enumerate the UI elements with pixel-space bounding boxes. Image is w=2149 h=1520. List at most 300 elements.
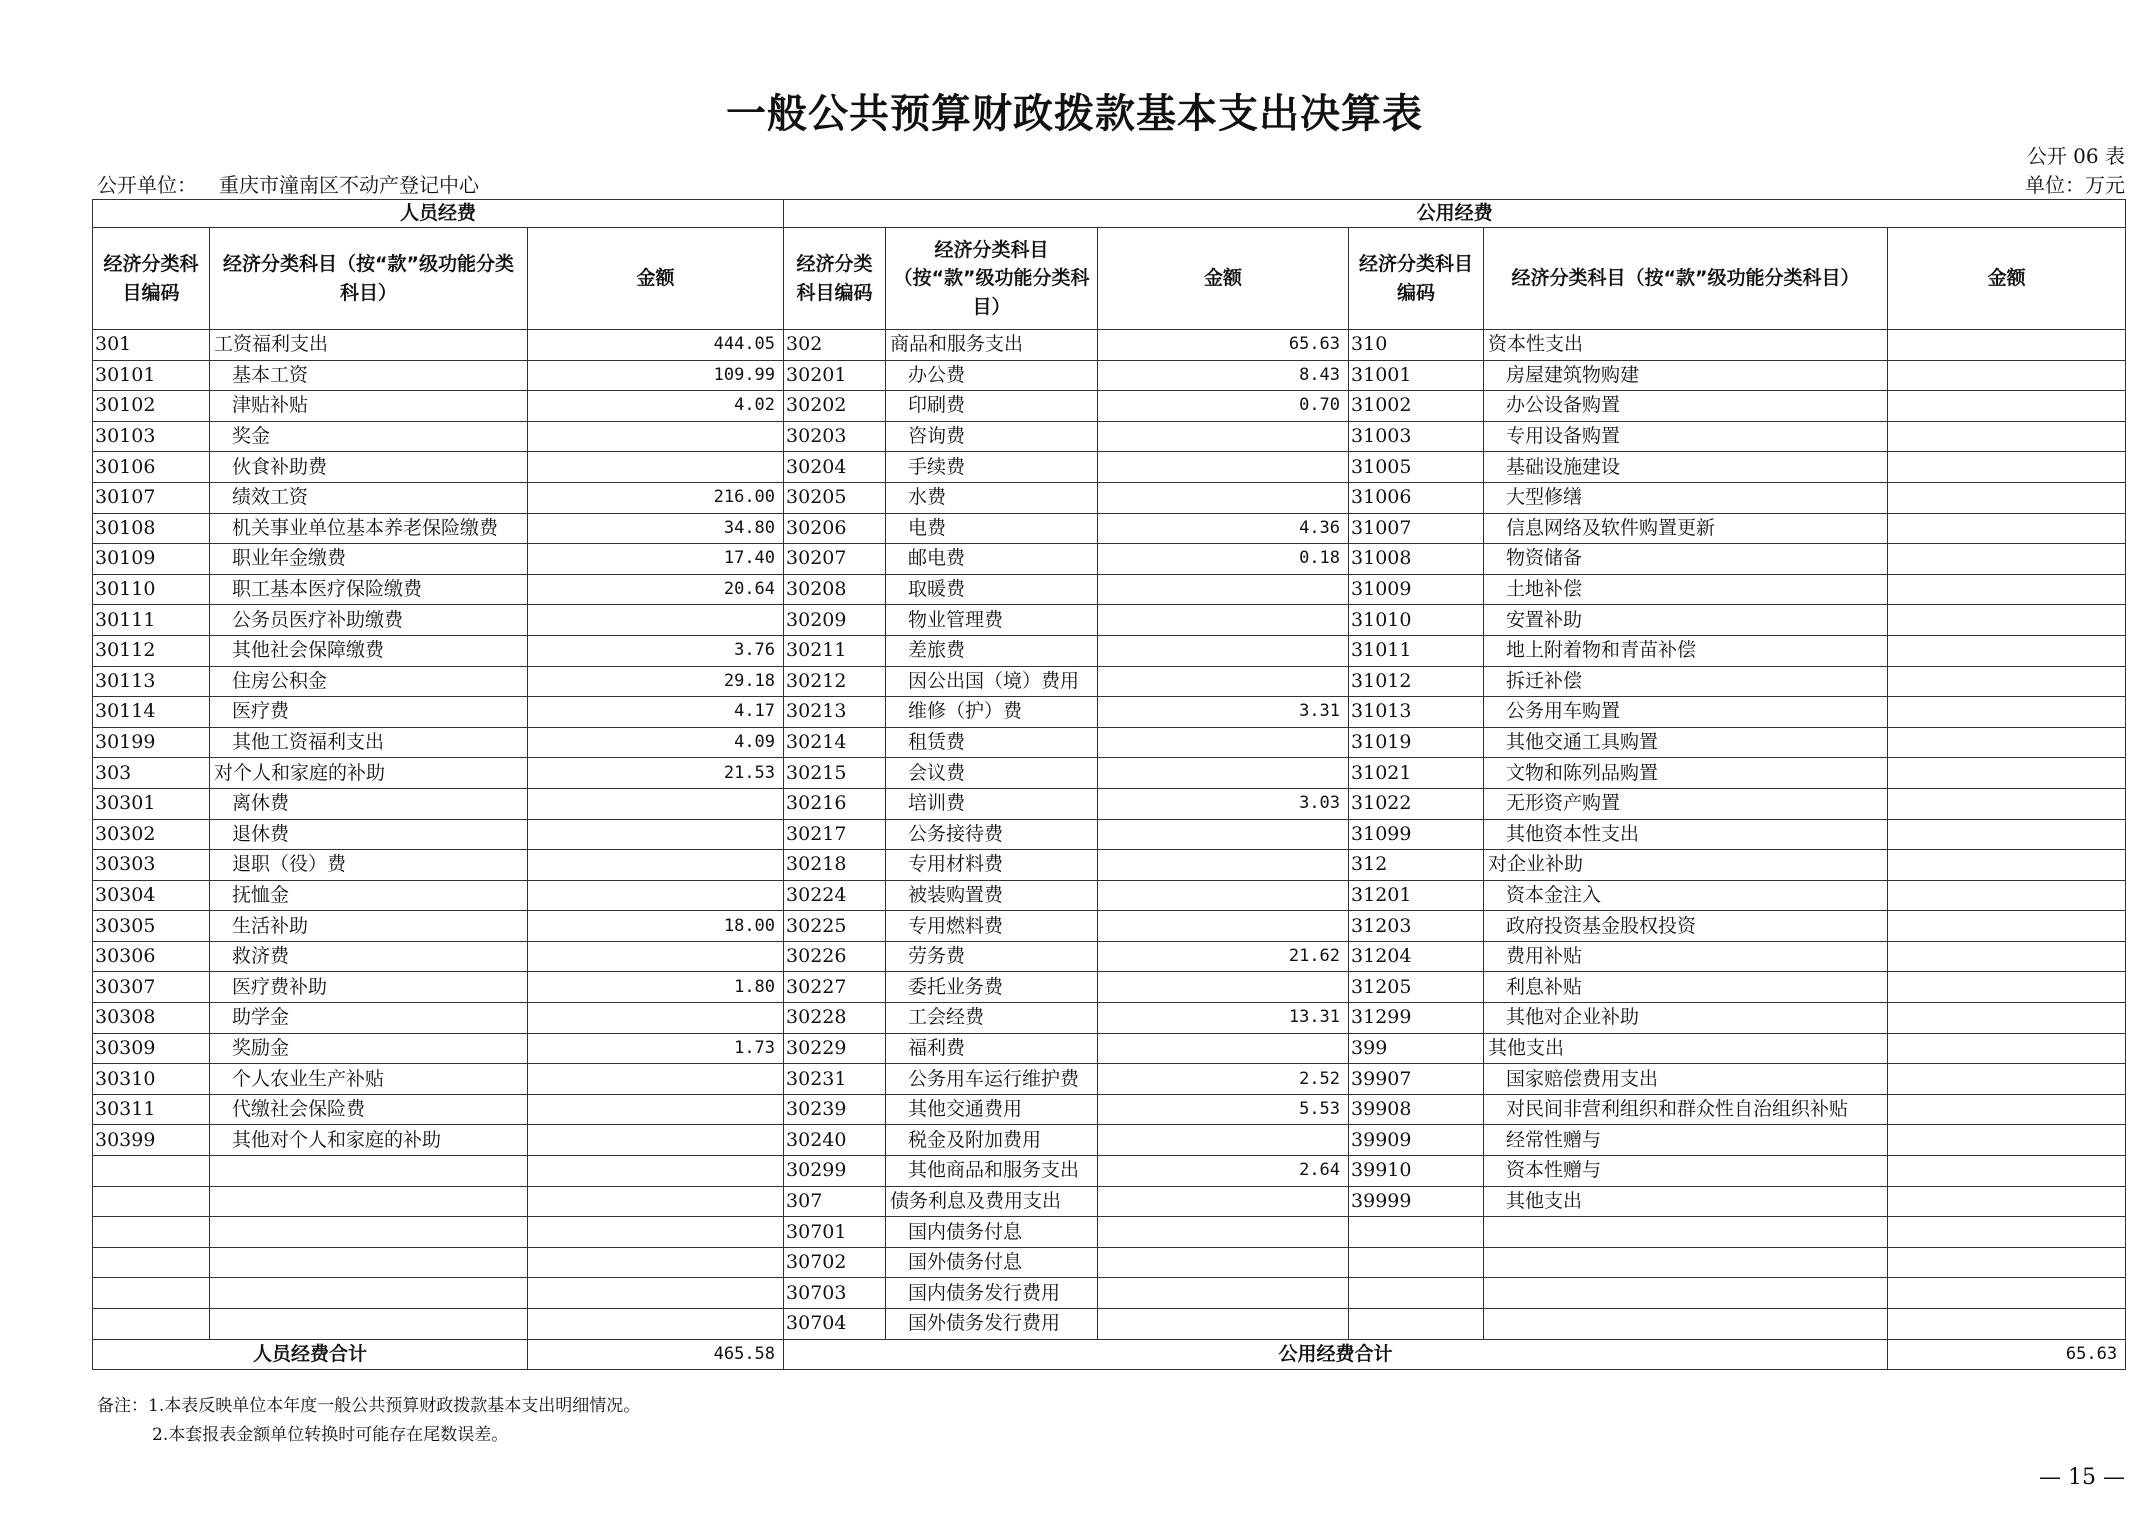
header-capital-code: 经济分类科目编码 bbox=[1349, 228, 1484, 330]
capital-code-cell: 39908 bbox=[1349, 1094, 1484, 1125]
capital-amount-cell bbox=[1888, 452, 2126, 483]
capital-amount-cell bbox=[1888, 1125, 2126, 1156]
goods-name-cell: 福利费 bbox=[886, 1033, 1098, 1064]
personnel-amount-cell: 109.99 bbox=[528, 360, 784, 391]
table-row bbox=[93, 1217, 2126, 1248]
goods-code-cell: 30202 bbox=[784, 391, 886, 422]
header-goods-code: 经济分类科目编码 bbox=[784, 228, 886, 330]
goods-amount-cell: 2.64 bbox=[1098, 1156, 1349, 1187]
personnel-code-cell: 30103 bbox=[93, 421, 210, 452]
goods-name-cell: 国外债务付息 bbox=[886, 1247, 1098, 1278]
capital-code-cell: 39907 bbox=[1349, 1064, 1484, 1095]
goods-code-cell: 30704 bbox=[784, 1309, 886, 1340]
capital-amount-cell bbox=[1888, 819, 2126, 850]
table-row bbox=[93, 727, 2126, 758]
goods-name-cell: 租赁费 bbox=[886, 727, 1098, 758]
capital-name-cell: 信息网络及软件购置更新 bbox=[1484, 513, 1888, 544]
capital-name-cell: 利息补贴 bbox=[1484, 972, 1888, 1003]
goods-name-cell: 水费 bbox=[886, 482, 1098, 513]
personnel-name-cell: 对个人和家庭的补助 bbox=[210, 758, 528, 789]
personnel-code-cell: 30109 bbox=[93, 544, 210, 575]
table-row bbox=[93, 819, 2126, 850]
personnel-code-cell bbox=[93, 1278, 210, 1309]
personnel-name-cell: 个人农业生产补贴 bbox=[210, 1064, 528, 1095]
table-row bbox=[93, 421, 2126, 452]
personnel-code-cell: 30399 bbox=[93, 1125, 210, 1156]
personnel-name-cell: 奖金 bbox=[210, 421, 528, 452]
personnel-code-cell: 30106 bbox=[93, 452, 210, 483]
personnel-name-cell: 职业年金缴费 bbox=[210, 544, 528, 575]
capital-name-cell: 文物和陈列品购置 bbox=[1484, 758, 1888, 789]
reporting-unit-name: 重庆市潼南区不动产登记中心 bbox=[219, 173, 479, 197]
personnel-amount-cell: 444.05 bbox=[528, 330, 784, 361]
table-row bbox=[93, 1094, 2126, 1125]
capital-amount-cell bbox=[1888, 850, 2126, 881]
goods-code-cell: 30240 bbox=[784, 1125, 886, 1156]
column-header-row bbox=[93, 228, 2126, 330]
capital-name-cell: 其他资本性支出 bbox=[1484, 819, 1888, 850]
goods-amount-cell bbox=[1098, 758, 1349, 789]
personnel-code-cell: 30308 bbox=[93, 1003, 210, 1034]
goods-code-cell: 302 bbox=[784, 330, 886, 361]
goods-code-cell: 30225 bbox=[784, 911, 886, 942]
note-line-1: 备注：1.本表反映单位本年度一般公共预算财政拨款基本支出明细情况。 bbox=[97, 1396, 641, 1416]
goods-name-cell: 邮电费 bbox=[886, 544, 1098, 575]
goods-amount-cell: 3.31 bbox=[1098, 697, 1349, 728]
capital-amount-cell bbox=[1888, 1064, 2126, 1095]
capital-amount-cell bbox=[1888, 421, 2126, 452]
table-row bbox=[93, 972, 2126, 1003]
table-row bbox=[93, 911, 2126, 942]
capital-code-cell: 31007 bbox=[1349, 513, 1484, 544]
goods-amount-cell bbox=[1098, 1186, 1349, 1217]
personnel-code-cell: 30113 bbox=[93, 666, 210, 697]
table-row bbox=[93, 850, 2126, 881]
personnel-name-cell: 住房公积金 bbox=[210, 666, 528, 697]
personnel-name-cell: 其他工资福利支出 bbox=[210, 727, 528, 758]
personnel-amount-cell: 4.17 bbox=[528, 697, 784, 728]
personnel-name-cell: 津贴补贴 bbox=[210, 391, 528, 422]
table-row bbox=[93, 635, 2126, 666]
capital-amount-cell bbox=[1888, 880, 2126, 911]
goods-amount-cell bbox=[1098, 666, 1349, 697]
capital-name-cell: 对企业补助 bbox=[1484, 850, 1888, 881]
goods-name-cell: 取暖费 bbox=[886, 574, 1098, 605]
goods-code-cell: 30702 bbox=[784, 1247, 886, 1278]
personnel-name-cell: 奖励金 bbox=[210, 1033, 528, 1064]
goods-amount-cell: 21.62 bbox=[1098, 941, 1349, 972]
personnel-amount-cell bbox=[528, 850, 784, 881]
goods-amount-cell: 2.52 bbox=[1098, 1064, 1349, 1095]
table-row bbox=[93, 788, 2126, 819]
personnel-amount-cell bbox=[528, 1247, 784, 1278]
capital-name-cell: 土地补偿 bbox=[1484, 574, 1888, 605]
personnel-amount-cell bbox=[528, 1094, 784, 1125]
goods-code-cell: 30207 bbox=[784, 544, 886, 575]
goods-amount-cell: 0.18 bbox=[1098, 544, 1349, 575]
capital-code-cell: 31099 bbox=[1349, 819, 1484, 850]
capital-name-cell: 其他对企业补助 bbox=[1484, 1003, 1888, 1034]
personnel-amount-cell: 3.76 bbox=[528, 635, 784, 666]
goods-name-cell: 债务利息及费用支出 bbox=[886, 1186, 1098, 1217]
capital-code-cell: 31012 bbox=[1349, 666, 1484, 697]
goods-amount-cell: 0.70 bbox=[1098, 391, 1349, 422]
goods-code-cell: 30205 bbox=[784, 482, 886, 513]
capital-code-cell: 39909 bbox=[1349, 1125, 1484, 1156]
personnel-amount-cell: 4.02 bbox=[528, 391, 784, 422]
table-row bbox=[93, 1064, 2126, 1095]
personnel-code-cell: 30311 bbox=[93, 1094, 210, 1125]
personnel-name-cell bbox=[210, 1186, 528, 1217]
capital-name-cell: 其他交通工具购置 bbox=[1484, 727, 1888, 758]
capital-name-cell: 政府投资基金股权投资 bbox=[1484, 911, 1888, 942]
personnel-amount-cell: 17.40 bbox=[528, 544, 784, 575]
personnel-amount-cell bbox=[528, 1156, 784, 1187]
personnel-name-cell: 退休费 bbox=[210, 819, 528, 850]
capital-name-cell bbox=[1484, 1278, 1888, 1309]
capital-code-cell: 39910 bbox=[1349, 1156, 1484, 1187]
table-row bbox=[93, 1309, 2126, 1340]
goods-code-cell: 30299 bbox=[784, 1156, 886, 1187]
personnel-code-cell: 30301 bbox=[93, 788, 210, 819]
table-row bbox=[93, 574, 2126, 605]
goods-amount-cell bbox=[1098, 1125, 1349, 1156]
personnel-name-cell: 其他对个人和家庭的补助 bbox=[210, 1125, 528, 1156]
personnel-name-cell: 机关事业单位基本养老保险缴费 bbox=[210, 513, 528, 544]
capital-amount-cell bbox=[1888, 482, 2126, 513]
goods-name-cell: 国外债务发行费用 bbox=[886, 1309, 1098, 1340]
goods-amount-cell: 8.43 bbox=[1098, 360, 1349, 391]
goods-code-cell: 30227 bbox=[784, 972, 886, 1003]
capital-name-cell: 办公设备购置 bbox=[1484, 391, 1888, 422]
table-row bbox=[93, 605, 2126, 636]
personnel-amount-cell bbox=[528, 880, 784, 911]
capital-code-cell bbox=[1349, 1247, 1484, 1278]
personnel-code-cell: 30302 bbox=[93, 819, 210, 850]
goods-name-cell: 其他商品和服务支出 bbox=[886, 1156, 1098, 1187]
capital-name-cell: 公务用车购置 bbox=[1484, 697, 1888, 728]
capital-amount-cell bbox=[1888, 513, 2126, 544]
goods-code-cell: 30214 bbox=[784, 727, 886, 758]
expenditure-table bbox=[92, 199, 2126, 1370]
capital-amount-cell bbox=[1888, 574, 2126, 605]
capital-code-cell: 39999 bbox=[1349, 1186, 1484, 1217]
personnel-amount-cell bbox=[528, 452, 784, 483]
capital-code-cell: 31003 bbox=[1349, 421, 1484, 452]
goods-amount-cell bbox=[1098, 1247, 1349, 1278]
personnel-amount-cell: 1.73 bbox=[528, 1033, 784, 1064]
form-number: 公开 06 表 bbox=[2026, 144, 2125, 168]
capital-amount-cell bbox=[1888, 635, 2126, 666]
personnel-code-cell: 30305 bbox=[93, 911, 210, 942]
goods-amount-cell bbox=[1098, 574, 1349, 605]
goods-name-cell: 公务用车运行维护费 bbox=[886, 1064, 1098, 1095]
table-row bbox=[93, 1247, 2126, 1278]
goods-amount-cell bbox=[1098, 635, 1349, 666]
goods-amount-cell: 4.36 bbox=[1098, 513, 1349, 544]
goods-code-cell: 30231 bbox=[784, 1064, 886, 1095]
goods-name-cell: 咨询费 bbox=[886, 421, 1098, 452]
goods-code-cell: 30206 bbox=[784, 513, 886, 544]
header-personnel-amount: 金额 bbox=[528, 228, 784, 330]
goods-name-cell: 税金及附加费用 bbox=[886, 1125, 1098, 1156]
goods-name-cell: 国内债务发行费用 bbox=[886, 1278, 1098, 1309]
personnel-amount-cell: 18.00 bbox=[528, 911, 784, 942]
capital-name-cell: 国家赔偿费用支出 bbox=[1484, 1064, 1888, 1095]
capital-code-cell: 31022 bbox=[1349, 788, 1484, 819]
personnel-amount-cell: 1.80 bbox=[528, 972, 784, 1003]
goods-name-cell: 劳务费 bbox=[886, 941, 1098, 972]
goods-amount-cell bbox=[1098, 727, 1349, 758]
personnel-name-cell: 基本工资 bbox=[210, 360, 528, 391]
goods-code-cell: 30209 bbox=[784, 605, 886, 636]
capital-name-cell bbox=[1484, 1217, 1888, 1248]
personnel-amount-cell bbox=[528, 605, 784, 636]
personnel-amount-cell: 4.09 bbox=[528, 727, 784, 758]
personnel-name-cell bbox=[210, 1278, 528, 1309]
public-total-label: 公用经费合计 bbox=[784, 1339, 1888, 1370]
personnel-name-cell: 助学金 bbox=[210, 1003, 528, 1034]
capital-name-cell: 物资储备 bbox=[1484, 544, 1888, 575]
personnel-name-cell: 工资福利支出 bbox=[210, 330, 528, 361]
capital-code-cell: 31013 bbox=[1349, 697, 1484, 728]
goods-name-cell: 电费 bbox=[886, 513, 1098, 544]
capital-code-cell: 312 bbox=[1349, 850, 1484, 881]
personnel-amount-cell: 216.00 bbox=[528, 482, 784, 513]
currency-unit: 单位：万元 bbox=[2025, 173, 2125, 197]
capital-name-cell: 房屋建筑物购建 bbox=[1484, 360, 1888, 391]
capital-amount-cell bbox=[1888, 1003, 2126, 1034]
capital-code-cell: 31205 bbox=[1349, 972, 1484, 1003]
personnel-name-cell: 其他社会保障缴费 bbox=[210, 635, 528, 666]
header-goods-amount: 金额 bbox=[1098, 228, 1349, 330]
goods-name-cell: 专用燃料费 bbox=[886, 911, 1098, 942]
goods-amount-cell bbox=[1098, 1309, 1349, 1340]
goods-code-cell: 30229 bbox=[784, 1033, 886, 1064]
goods-code-cell: 30217 bbox=[784, 819, 886, 850]
goods-amount-cell bbox=[1098, 421, 1349, 452]
capital-code-cell: 31203 bbox=[1349, 911, 1484, 942]
goods-code-cell: 30228 bbox=[784, 1003, 886, 1034]
goods-code-cell: 30211 bbox=[784, 635, 886, 666]
capital-name-cell: 经常性赠与 bbox=[1484, 1125, 1888, 1156]
personnel-name-cell: 绩效工资 bbox=[210, 482, 528, 513]
personnel-code-cell: 30101 bbox=[93, 360, 210, 391]
goods-amount-cell bbox=[1098, 482, 1349, 513]
header-personnel-code: 经济分类科目编码 bbox=[93, 228, 210, 330]
capital-name-cell: 专用设备购置 bbox=[1484, 421, 1888, 452]
goods-amount-cell bbox=[1098, 1278, 1349, 1309]
table-row bbox=[93, 482, 2126, 513]
table-row bbox=[93, 1033, 2126, 1064]
personnel-code-cell: 30199 bbox=[93, 727, 210, 758]
goods-name-cell: 差旅费 bbox=[886, 635, 1098, 666]
capital-amount-cell bbox=[1888, 911, 2126, 942]
capital-amount-cell bbox=[1888, 697, 2126, 728]
personnel-name-cell bbox=[210, 1156, 528, 1187]
capital-amount-cell bbox=[1888, 1156, 2126, 1187]
table-row bbox=[93, 330, 2126, 361]
goods-amount-cell: 5.53 bbox=[1098, 1094, 1349, 1125]
personnel-name-cell: 代缴社会保险费 bbox=[210, 1094, 528, 1125]
capital-code-cell: 31001 bbox=[1349, 360, 1484, 391]
personnel-code-cell bbox=[93, 1186, 210, 1217]
header-capital-amount: 金额 bbox=[1888, 228, 2126, 330]
capital-code-cell: 31204 bbox=[1349, 941, 1484, 972]
capital-name-cell bbox=[1484, 1247, 1888, 1278]
capital-name-cell: 其他支出 bbox=[1484, 1033, 1888, 1064]
goods-amount-cell bbox=[1098, 1217, 1349, 1248]
goods-code-cell: 30703 bbox=[784, 1278, 886, 1309]
goods-name-cell: 办公费 bbox=[886, 360, 1098, 391]
personnel-amount-cell bbox=[528, 421, 784, 452]
goods-amount-cell bbox=[1098, 819, 1349, 850]
personnel-name-cell: 离休费 bbox=[210, 788, 528, 819]
goods-name-cell: 公务接待费 bbox=[886, 819, 1098, 850]
goods-name-cell: 专用材料费 bbox=[886, 850, 1098, 881]
table-row bbox=[93, 880, 2126, 911]
personnel-name-cell: 医疗费补助 bbox=[210, 972, 528, 1003]
goods-name-cell: 会议费 bbox=[886, 758, 1098, 789]
group-header-row bbox=[93, 200, 2126, 228]
goods-code-cell: 30226 bbox=[784, 941, 886, 972]
personnel-code-cell: 301 bbox=[93, 330, 210, 361]
note-line-2: 2.本套报表金额单位转换时可能存在尾数误差。 bbox=[152, 1425, 509, 1445]
capital-name-cell: 费用补贴 bbox=[1484, 941, 1888, 972]
table-row bbox=[93, 1278, 2126, 1309]
capital-amount-cell bbox=[1888, 1217, 2126, 1248]
goods-amount-cell: 65.63 bbox=[1098, 330, 1349, 361]
goods-code-cell: 30212 bbox=[784, 666, 886, 697]
goods-code-cell: 30208 bbox=[784, 574, 886, 605]
personnel-code-cell: 303 bbox=[93, 758, 210, 789]
capital-name-cell: 安置补助 bbox=[1484, 605, 1888, 636]
goods-name-cell: 印刷费 bbox=[886, 391, 1098, 422]
capital-code-cell: 31009 bbox=[1349, 574, 1484, 605]
table-row bbox=[93, 1186, 2126, 1217]
table-row bbox=[93, 941, 2126, 972]
capital-amount-cell bbox=[1888, 1033, 2126, 1064]
personnel-name-cell: 生活补助 bbox=[210, 911, 528, 942]
personnel-code-cell: 30303 bbox=[93, 850, 210, 881]
goods-code-cell: 30215 bbox=[784, 758, 886, 789]
goods-name-cell: 维修（护）费 bbox=[886, 697, 1098, 728]
personnel-amount-cell: 20.64 bbox=[528, 574, 784, 605]
page-number: — 15 — bbox=[2039, 1465, 2125, 1490]
goods-name-cell: 国内债务付息 bbox=[886, 1217, 1098, 1248]
table-row bbox=[93, 666, 2126, 697]
capital-code-cell: 31002 bbox=[1349, 391, 1484, 422]
personnel-name-cell bbox=[210, 1217, 528, 1248]
goods-amount-cell bbox=[1098, 972, 1349, 1003]
personnel-amount-cell bbox=[528, 1186, 784, 1217]
goods-code-cell: 30701 bbox=[784, 1217, 886, 1248]
goods-code-cell: 30239 bbox=[784, 1094, 886, 1125]
reporting-unit bbox=[97, 169, 479, 198]
personnel-name-cell: 医疗费 bbox=[210, 697, 528, 728]
personnel-name-cell bbox=[210, 1247, 528, 1278]
personnel-name-cell bbox=[210, 1309, 528, 1340]
personnel-amount-cell bbox=[528, 941, 784, 972]
goods-code-cell: 30204 bbox=[784, 452, 886, 483]
header-personnel-name: 经济分类科目（按“款”级功能分类科目） bbox=[210, 228, 528, 330]
goods-name-cell: 因公出国（境）费用 bbox=[886, 666, 1098, 697]
goods-code-cell: 30213 bbox=[784, 697, 886, 728]
capital-name-cell: 地上附着物和青苗补偿 bbox=[1484, 635, 1888, 666]
personnel-code-cell: 30304 bbox=[93, 880, 210, 911]
goods-code-cell: 30201 bbox=[784, 360, 886, 391]
goods-name-cell: 其他交通费用 bbox=[886, 1094, 1098, 1125]
table-row bbox=[93, 391, 2126, 422]
personnel-amount-cell: 34.80 bbox=[528, 513, 784, 544]
personnel-amount-cell bbox=[528, 1064, 784, 1095]
personnel-code-cell bbox=[93, 1247, 210, 1278]
reporting-unit-label: 公开单位： bbox=[97, 173, 197, 197]
goods-name-cell: 工会经费 bbox=[886, 1003, 1098, 1034]
goods-amount-cell bbox=[1098, 880, 1349, 911]
personnel-code-cell: 30310 bbox=[93, 1064, 210, 1095]
capital-amount-cell bbox=[1888, 727, 2126, 758]
capital-code-cell: 31011 bbox=[1349, 635, 1484, 666]
personnel-name-cell: 退职（役）费 bbox=[210, 850, 528, 881]
personnel-amount-cell bbox=[528, 1125, 784, 1156]
capital-code-cell: 31006 bbox=[1349, 482, 1484, 513]
capital-amount-cell bbox=[1888, 758, 2126, 789]
personnel-code-cell: 30112 bbox=[93, 635, 210, 666]
capital-amount-cell bbox=[1888, 544, 2126, 575]
goods-name-cell: 手续费 bbox=[886, 452, 1098, 483]
capital-name-cell bbox=[1484, 1309, 1888, 1340]
capital-code-cell: 399 bbox=[1349, 1033, 1484, 1064]
page-title: 一般公共预算财政拨款基本支出决算表 bbox=[726, 91, 1423, 137]
capital-code-cell: 31005 bbox=[1349, 452, 1484, 483]
header-capital-name: 经济分类科目（按“款”级功能分类科目） bbox=[1484, 228, 1888, 330]
capital-amount-cell bbox=[1888, 972, 2126, 1003]
capital-code-cell: 31010 bbox=[1349, 605, 1484, 636]
capital-code-cell bbox=[1349, 1217, 1484, 1248]
group-public: 公用经费 bbox=[784, 200, 2126, 228]
goods-name-cell: 被装购置费 bbox=[886, 880, 1098, 911]
table-row bbox=[93, 452, 2126, 483]
personnel-amount-cell bbox=[528, 819, 784, 850]
header-goods-name: 经济分类科目（按“款”级功能分类科目） bbox=[886, 228, 1098, 330]
public-total-amount: 65.63 bbox=[1888, 1339, 2126, 1370]
capital-name-cell: 无形资产购置 bbox=[1484, 788, 1888, 819]
table-row bbox=[93, 1003, 2126, 1034]
goods-amount-cell bbox=[1098, 605, 1349, 636]
personnel-total-label: 人员经费合计 bbox=[93, 1339, 528, 1370]
personnel-name-cell: 伙食补助费 bbox=[210, 452, 528, 483]
capital-amount-cell bbox=[1888, 1094, 2126, 1125]
goods-amount-cell bbox=[1098, 452, 1349, 483]
personnel-amount-cell bbox=[528, 788, 784, 819]
capital-code-cell: 310 bbox=[1349, 330, 1484, 361]
goods-name-cell: 委托业务费 bbox=[886, 972, 1098, 1003]
personnel-amount-cell: 21.53 bbox=[528, 758, 784, 789]
capital-code-cell bbox=[1349, 1309, 1484, 1340]
capital-amount-cell bbox=[1888, 391, 2126, 422]
capital-code-cell bbox=[1349, 1278, 1484, 1309]
goods-name-cell: 培训费 bbox=[886, 788, 1098, 819]
capital-code-cell: 31299 bbox=[1349, 1003, 1484, 1034]
goods-code-cell: 30216 bbox=[784, 788, 886, 819]
goods-code-cell: 30203 bbox=[784, 421, 886, 452]
personnel-code-cell: 30110 bbox=[93, 574, 210, 605]
personnel-code-cell: 30111 bbox=[93, 605, 210, 636]
personnel-name-cell: 救济费 bbox=[210, 941, 528, 972]
table-row bbox=[93, 360, 2126, 391]
goods-amount-cell bbox=[1098, 850, 1349, 881]
